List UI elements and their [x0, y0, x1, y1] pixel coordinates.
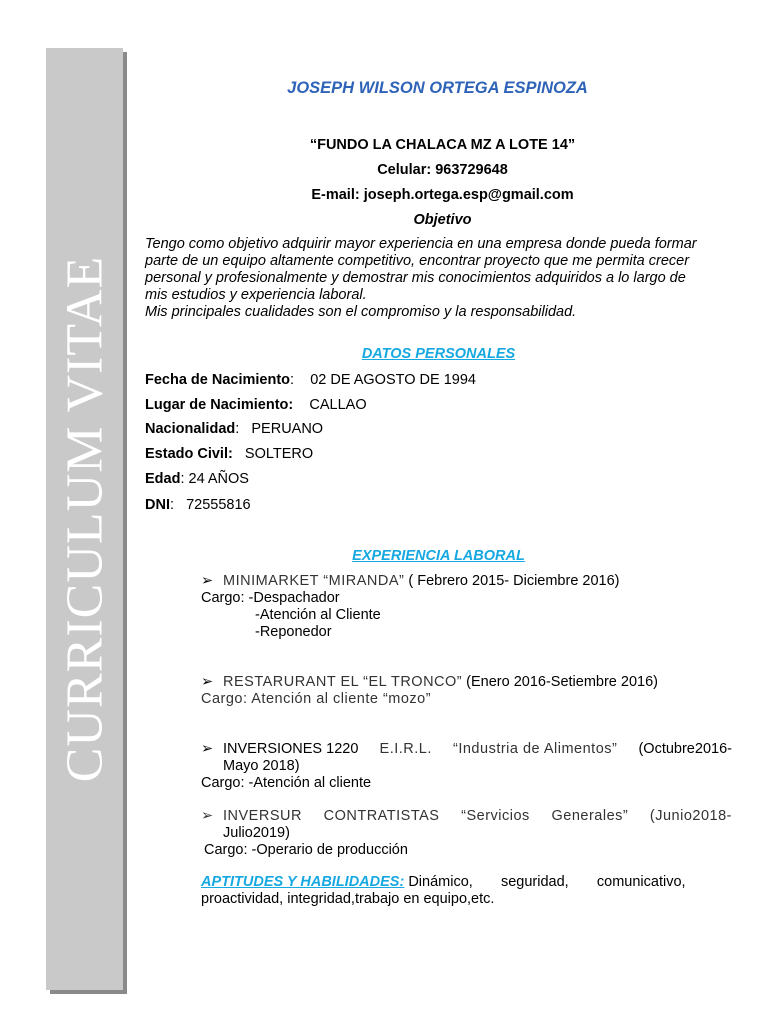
job-1-heading [201, 573, 620, 589]
job-2-cargo: Cargo: Atención al cliente “mozo” [201, 691, 432, 707]
skills-title: APTITUDES Y HABILIDADES: [201, 874, 405, 890]
objective-title: Objetivo [413, 212, 472, 228]
birth-place-value: CALLAO [309, 397, 367, 413]
birth-date-value: 02 DE AGOSTO DE 1994 [310, 372, 476, 388]
age-value: : 24 AÑOS [180, 471, 249, 487]
birth-date-label: Fecha de Nacimiento [145, 372, 291, 388]
job-3-heading [201, 741, 732, 757]
job-2-company: RESTARURANT EL “EL TRONCO” [223, 674, 463, 690]
civil-status-label: Estado Civil: [145, 446, 233, 462]
skills-line [201, 874, 731, 891]
skills-text: Dinámico, seguridad, comunicativo, [404, 874, 686, 890]
objective-line: parte de un equipo altamente competitivo, encontrar proyecto que me permita crecer [145, 253, 690, 269]
birth-date-row: Fecha de Nacimiento: 02 DE AGOSTO DE 1994 [145, 372, 476, 388]
job-1-duty: -Atención al Cliente [255, 607, 381, 623]
arrow-bullet-icon: ➢ [201, 573, 214, 589]
job-2-period: (Enero 2016-Setiembre 2016) [462, 674, 658, 690]
job-4-word: (Junio2018- [649, 808, 732, 824]
objective-line: mis estudios y experiencia laboral. [145, 287, 367, 303]
civil-status-row [145, 446, 313, 462]
dni-row: DNI: 72555816 [145, 497, 251, 513]
civil-status-value: SOLTERO [244, 446, 314, 462]
objective-text [145, 236, 732, 321]
nationality-row: Nacionalidad: PERUANO [145, 421, 324, 437]
job-1-company: MINIMARKET “MIRANDA” [223, 573, 405, 589]
nationality-value: PERUANO [251, 421, 324, 437]
job-4-word: “Servicios [461, 808, 530, 824]
job-4-word: INVERSUR [223, 808, 302, 824]
objective-line: Tengo como objetivo adquirir mayor experiencia en una empresa donde pueda formar [145, 236, 697, 252]
job-3-company [201, 741, 358, 757]
job-4-period-end: Julio2019) [223, 825, 290, 841]
job-4-word: CONTRATISTAS [323, 808, 440, 824]
job-1-duty: -Reponedor [255, 624, 332, 640]
job-4-heading [201, 808, 732, 824]
sidebar-title: CURRICULUM VITAE [56, 255, 113, 783]
job-1-period: ( Febrero 2015- Diciembre 2016) [404, 573, 620, 589]
birth-place-row [145, 397, 367, 413]
job-4-company [201, 808, 302, 824]
arrow-bullet-icon: ➢ [201, 741, 214, 757]
age-label: Edad [145, 471, 181, 487]
address: “FUNDO LA CHALACA MZ A LOTE 14” [309, 137, 576, 153]
nationality-label: Nacionalidad [145, 421, 236, 437]
skills-section [201, 874, 731, 908]
objective-line: personal y profesionalmente y demostrar mis conocimientos adquiridos a lo largo de [145, 270, 686, 286]
experience-title: EXPERIENCIA LABORAL [352, 548, 525, 564]
job-2-heading [201, 674, 658, 690]
job-3-word: “Industria de Alimentos” [453, 741, 618, 757]
job-3-period-end: Mayo 2018) [223, 758, 300, 774]
birth-place-label: Lugar de Nacimiento: [145, 397, 294, 413]
phone: Celular: 963729648 [377, 162, 508, 178]
age-row [145, 471, 249, 487]
job-3-word: E.I.R.L. [379, 741, 432, 757]
sidebar-banner [46, 48, 123, 990]
arrow-bullet-icon: ➢ [201, 808, 214, 824]
objective-line: Mis principales cualidades son el compromiso y la responsabilidad. [145, 304, 577, 320]
job-3-word: INVERSIONES 1220 [223, 741, 359, 757]
dni-value: 72555816 [186, 497, 251, 513]
job-1-cargo: Cargo: -Despachador [201, 590, 340, 606]
job-3-cargo: Cargo: -Atención al cliente [201, 775, 372, 791]
candidate-name: JOSEPH WILSON ORTEGA ESPINOZA [287, 79, 588, 97]
job-4-cargo: Cargo: -Operario de producción [204, 842, 408, 858]
personal-data-title: DATOS PERSONALES [361, 346, 516, 362]
skills-text: proactividad, integridad,trabajo en equipo,etc. [201, 891, 495, 907]
job-3-word: (Octubre2016- [638, 741, 732, 757]
job-4-word: Generales” [551, 808, 629, 824]
arrow-bullet-icon: ➢ [201, 674, 214, 690]
email: E-mail: joseph.ortega.esp@gmail.com [311, 187, 574, 203]
dni-label: DNI [145, 497, 170, 513]
